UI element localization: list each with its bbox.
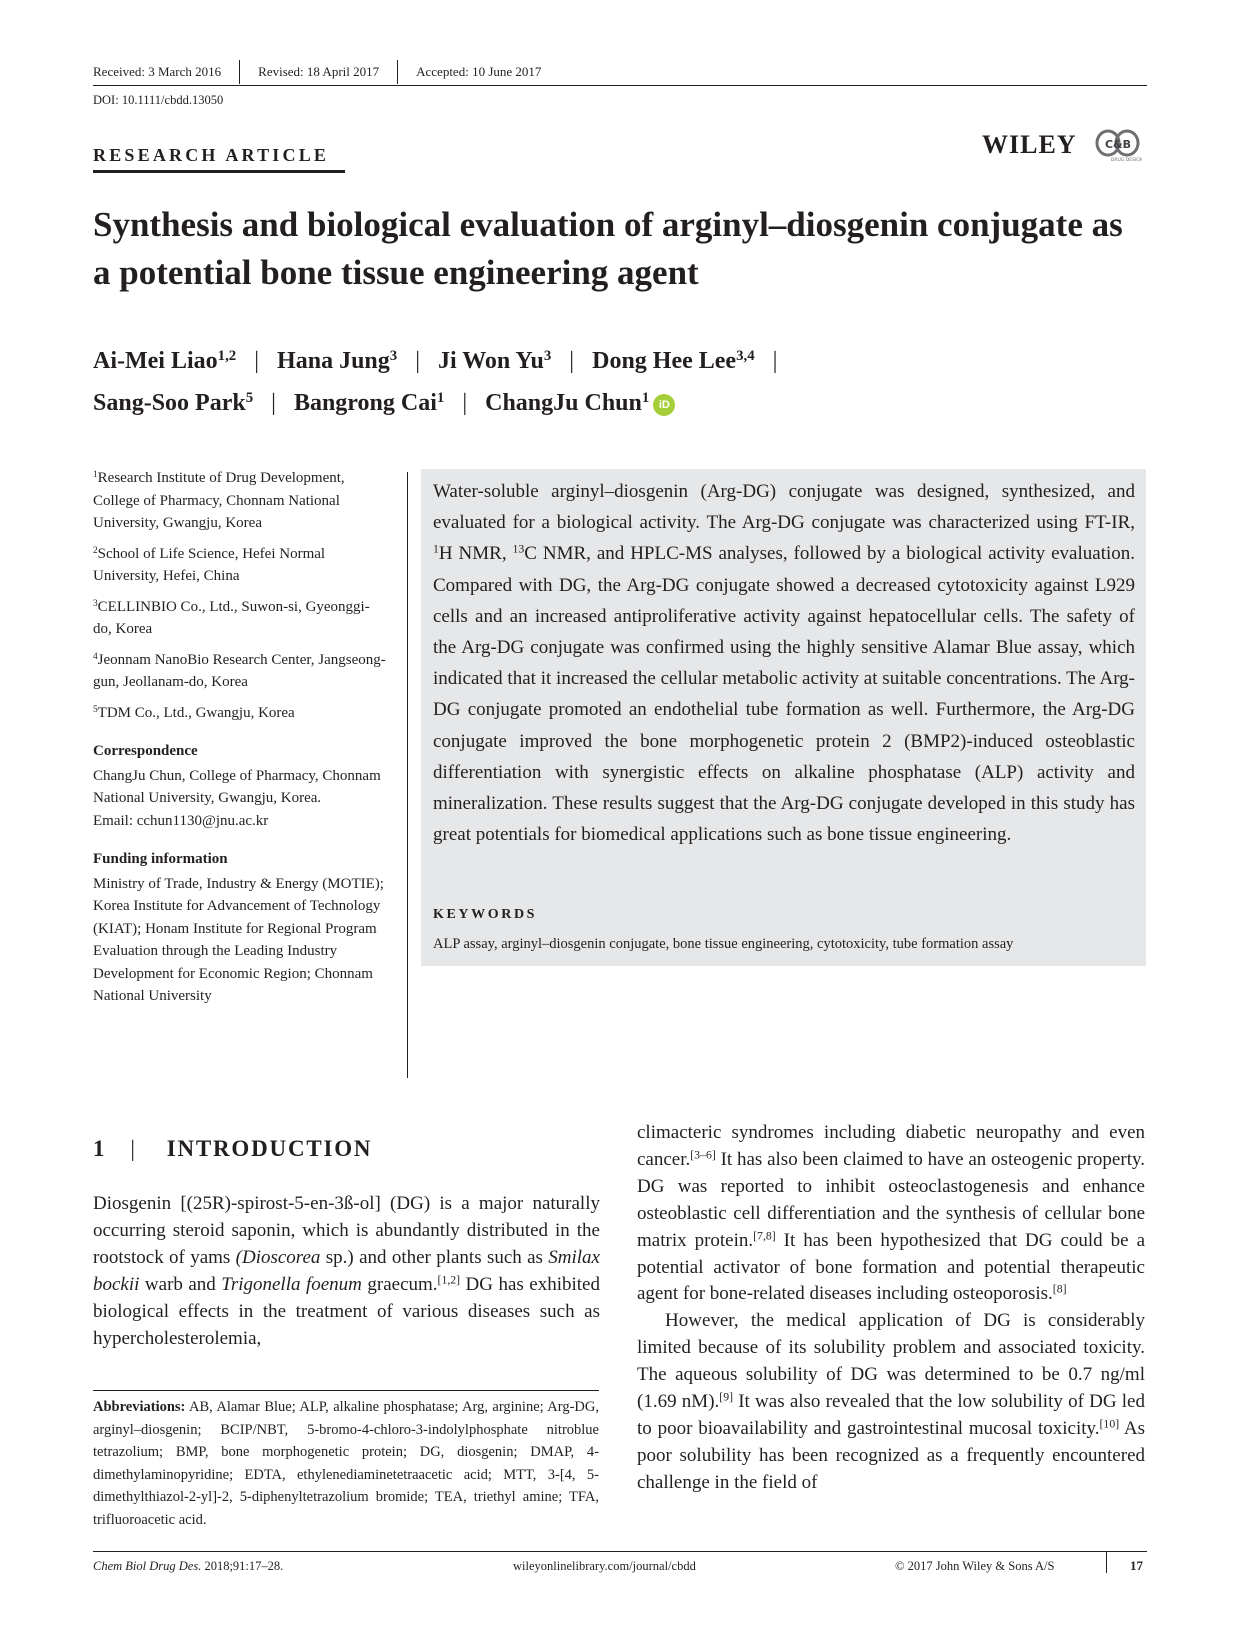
author[interactable]: Bangrong Cai$^1$ <box>293 389 445 416</box>
author[interactable]: Ai-Mei Liao$^{1,2}$ <box>93 347 237 374</box>
page-number: 17 <box>1130 1558 1143 1573</box>
copyright: © 2017 John Wiley & Sons A/S <box>895 1559 1055 1573</box>
affiliation: $^3$CELLINBIO Co., Ltd., Suwon-si, Gyeonggi-do, Korea <box>93 598 370 637</box>
journal-url[interactable]: wileyonlinelibrary.com/journal/cbdd <box>513 1559 696 1573</box>
divider <box>239 60 240 84</box>
journal-citation: Chem Biol Drug Des. 2018;91:17–28. <box>93 1559 284 1573</box>
keywords: ALP assay, arginyl–diosgenin conjugate, bone tissue engineering, cytotoxicity, tube formation assay <box>433 936 1014 952</box>
author[interactable]: Dong Hee Lee$^{3,4}$ <box>592 347 755 374</box>
received-date: Received: 3 March 2016 <box>93 64 222 79</box>
article-dates <box>93 60 541 84</box>
header-rule <box>93 85 1147 86</box>
author[interactable]: Ji Won Yu$^3$ <box>438 347 552 374</box>
author-list: Ai-Mei Liao$^{1,2}$ | Hana Jung$^3$ | Ji Won Yu$^3$ | Dong Hee Lee$^{3,4}$ | Sang-Soo Park$^5$ | Bangrong Cai$^1$ | ChangJu Chun$^1$ iD <box>93 347 778 416</box>
keywords-heading: KEYWORDS <box>433 907 538 922</box>
citation-link[interactable]: [9] <box>719 1390 734 1404</box>
affiliations <box>93 467 388 1008</box>
funding-text: Ministry of Trade, Industry & Energy (MOTIE); Korea Institute for Advancement of Technology (KIAT); Honam Institute for Regional Program Evaluation through the Leading Industry Development for Economic Region; Chonnam National University <box>93 875 384 1004</box>
accepted-date: Accepted: 10 June 2017 <box>416 64 542 79</box>
citation-link[interactable]: [10] <box>1099 1417 1120 1431</box>
correspondence-heading: Correspondence <box>93 743 198 759</box>
svg-text:C&B: C&B <box>1104 138 1132 151</box>
sidebar-divider <box>407 472 408 1078</box>
correspondence-email[interactable]: Email: cchun1130@jnu.ac.kr <box>93 812 269 829</box>
citation-link[interactable]: [7,8] <box>753 1229 776 1243</box>
publisher-logo: WILEY <box>982 130 1077 159</box>
citation-link[interactable]: [8] <box>1052 1282 1067 1296</box>
journal-logo-icon <box>1094 128 1142 169</box>
revised-date: Revised: 18 April 2017 <box>258 64 380 79</box>
author[interactable]: Hana Jung$^3$ <box>277 347 398 374</box>
intro-right-column: climacteric syndromes including diabetic neuropathy and even cancer.[3–6] It has also been claimed to have an osteogenic property. DG was reported to inhibit osteoclastogenesis and enhance osteoblastic cell differentiation and the synthesis of cellular bone matrix protein.[7,8] It has been hypothesized that DG could be a potential activator of bone formation and potential therapeutic agent for bone-related diseases including osteoporosis.[8] However, the medical application of DG is considerably limited because of its solubility problem and associated toxicity. The aqueous solubility of DG was determined to be 0.7 ng/ml (1.69 nM).[9] It was also revealed that the low solubility of DG led to poor bioavailability and gastrointestinal mucosal toxicity.[10] As poor solubility has been recognized as a frequently encountered challenge in the field of <box>637 1122 1145 1493</box>
citation-link[interactable]: [1,2] <box>437 1273 461 1287</box>
divider <box>397 60 398 84</box>
citation-link[interactable]: [3–6] <box>690 1148 716 1162</box>
correspondence-text: ChangJu Chun, College of Pharmacy, Chonnam National University, Gwangju, Korea. <box>93 767 381 806</box>
intro-left-column: Diosgenin [(25R)-spirost-5-en-3ß-ol] (DG) is a major naturally occurring steroid saponin, which is abundantly distributed in the rootstock of yams (Dioscorea sp.) and other plants such as Smilax bockii warb and Trigonella foenum graecum.[1,2] DG has exhibited biological effects in the treatment of various diseases such as hypercholesterolemia, <box>93 1193 600 1349</box>
orcid-icon[interactable]: iD <box>653 394 675 416</box>
footer-rule <box>93 1551 1147 1552</box>
author[interactable]: Sang-Soo Park$^5$ <box>93 389 254 416</box>
footnote-rule <box>93 1390 599 1391</box>
article-title: Synthesis and biological evaluation of arginyl–diosgenin conjugate as a potential bone tissue engineering agent <box>93 205 1123 292</box>
affiliation: $^2$School of Life Science, Hefei Normal University, Hefei, China <box>93 545 326 584</box>
abbreviations: Abbreviations: AB, Alamar Blue; ALP, alkaline phosphatase; Arg, arginine; Arg-DG, arginyl–diosgenin; BCIP/NBT, 5-bromo-4-chloro-3-indolylphosphate nitroblue tetrazolium; BMP, bone morphogenetic protein; DG, diosgenin; DMAP, 4-dimethylaminopyridine; EDTA, ethylenediaminetetraacetic acid; MTT, 3-[4, 5-dimethylthiazol-2-yl]-2, 5-diphenyltetrazolium bromide; TEA, triethyl amine; TFA, trifluoroacetic acid. <box>93 1399 599 1528</box>
doi[interactable]: DOI: 10.1111/cbdd.13050 <box>93 93 224 107</box>
svg-text:DRUG DESIGN: DRUG DESIGN <box>1110 158 1142 163</box>
affiliation: $^5$TDM Co., Ltd., Gwangju, Korea <box>93 704 295 721</box>
article-type-underline <box>93 170 345 173</box>
abstract-text: Water-soluble arginyl–diosgenin (Arg-DG) conjugate was designed, synthesized, and evaluated for a biological activity. The Arg-DG conjugate was characterized using FT-IR, $^1$H NMR, $^{13}$C NMR, and HPLC-MS analyses, followed by a biological activity evaluation. Compared with DG, the Arg-DG conjugate showed a decreased cytotoxicity against L929 cells and an increased antiproliferative activity against hepatocellular cells. The safety of the Arg-DG conjugate was confirmed using the highly sensitive Alamar Blue assay, which indicated that it increased the cellular metabolic activity at suitable concentrations. The Arg-DG conjugate promoted an endothelial tube formation as well. Furthermore, the Arg-DG conjugate improved the bone morphogenetic protein 2 (BMP2)-induced osteoblastic differentiation with synergistic effects on alkaline phosphatase (ALP) activity and mineralization. These results suggest that the Arg-DG conjugate developed in this study has great potentials for biomedical applications such as bone tissue engineering. <box>433 481 1136 846</box>
footer-divider <box>1106 1551 1107 1573</box>
section-heading: 1 | INTRODUCTION <box>93 1136 373 1161</box>
affiliation: $^1$Research Institute of Drug Development, College of Pharmacy, Chonnam National University, Gwangju, Korea <box>93 469 345 531</box>
author[interactable]: ChangJu Chun$^1$ <box>485 389 650 416</box>
funding-heading: Funding information <box>93 851 228 867</box>
article-type: RESEARCH ARTICLE <box>93 145 330 165</box>
affiliation: $^4$Jeonnam NanoBio Research Center, Jangseong-gun, Jeollanam-do, Korea <box>93 651 386 690</box>
